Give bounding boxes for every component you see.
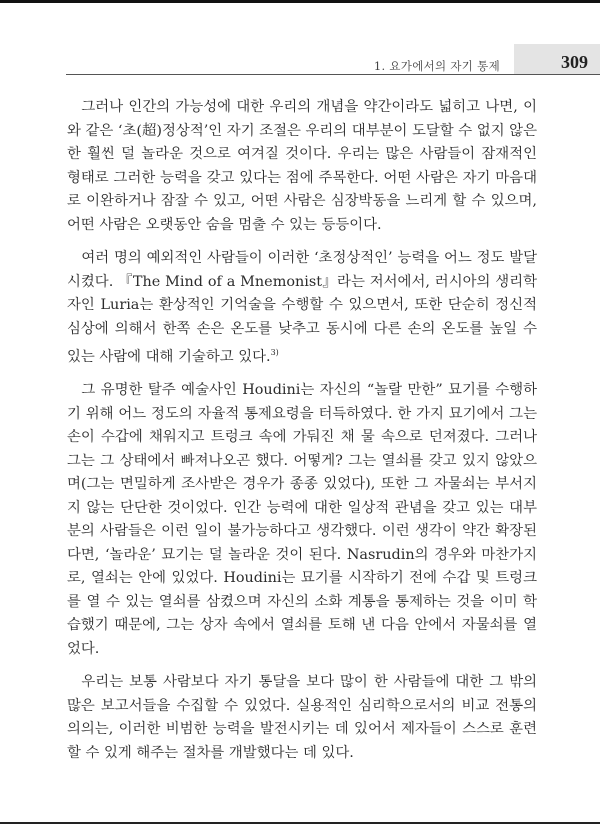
paragraph-3: 그 유명한 탈주 예술사인 Houdini는 자신의 “놀랄 만한” 묘기를 수행하기 위해 어느 정도의 자율적 통제요령을 터득하였다. 한 가지 묘기에서 그는 손이 수갑에 채워지고 트렁크 속에 가둬진 채 물 속으로 던져졌다. 그러나 그는 그 상태에서 빠져나오곤 했다. 어떻게? 그는 열쇠를 갖고 있지 않았으며(그는 면밀하게 조사받은 경우가 종종 있었다), 또한 그 자물쇠는 부서지지 않는 단단한 것이었다. 인간 능력에 대한 일상적 관념을 갖고 있는 대부분의 사람들은 이런 일이 불가능하다고 생각했다. 이런 생각이 약간 확장된다면, ‘놀라운’ 묘기는 덜 놀라운 것이 된다. Nasrudin의 경우와 마찬가지로, 열쇠는 안에 있었다. Houdini는 묘기를 시작하기 전에 수갑 및 트렁크를 열 수 있는 열쇠를 삼켰으며 자신의 소화 계통을 통제하는 것을 이미 학습했기 때문에, 그는 상자 속에서 열쇠를 토해 낸 다음 안에서 자물쇠를 열었다.	[67, 382, 537, 657]
paragraph-1: 그러나 인간의 가능성에 대한 우리의 개념을 약간이라도 넓히고 나면, 이와 같은 ‘초(超)정상적’인 자기 조절은 우리의 대부분이 도달할 수 없지 않은 한 훨씬 덜 놀라운 것으로 여겨질 것이다. 우리는 많은 사람들이 잠재적인 형태로 그러한 능력을 갖고 있다는 점에 주목한다. 어떤 사람은 자기 마음대로 이완하거나 잠잘 수 있고, 어떤 사람은 심장박동을 느리게 할 수 있으며, 어떤 사람은 오랫동안 숨을 멈출 수 있는 등등이다.	[67, 99, 537, 233]
paragraph-4: 우리는 보통 사람보다 자기 통달을 보다 많이 한 사람들에 대한 그 밖의 많은 보고서들을 수집할 수 있었다. 실용적인 심리학으로서의 비교 전통의 의의는, 이러한 비범한 능력을 발전시키는 데 있어서 제자들이 스스로 훈련할 수 있게 해주는 절차를 개발했다는 데 있다.	[67, 674, 537, 761]
paragraph-2-text: 여러 명의 예외적인 사람들이 이러한 ‘초정상적인’ 능력을 어느 정도 발달시켰다. 『The Mind of a Mnemonist』라는 저서에서, 러시아의 생리학자인 Luria는 환상적인 기억술을 수행할 수 있으면서, 또한 단순히 정신적 심상에 의해서 한쪽 손은 온도를 낮추고 동시에 다른 손의 온도를 높일 수 있는 사람에 대해 기술하고 있다.	[67, 250, 537, 365]
page-number-box	[514, 44, 600, 74]
body-text	[67, 96, 537, 775]
top-border	[0, 0, 600, 3]
page-number: 309	[561, 52, 588, 72]
running-header	[66, 44, 600, 75]
footnote-marker: 3)	[270, 348, 279, 357]
paragraph-2	[67, 247, 537, 369]
chapter-title: 1. 요가에서의 자기 통제	[373, 59, 500, 73]
